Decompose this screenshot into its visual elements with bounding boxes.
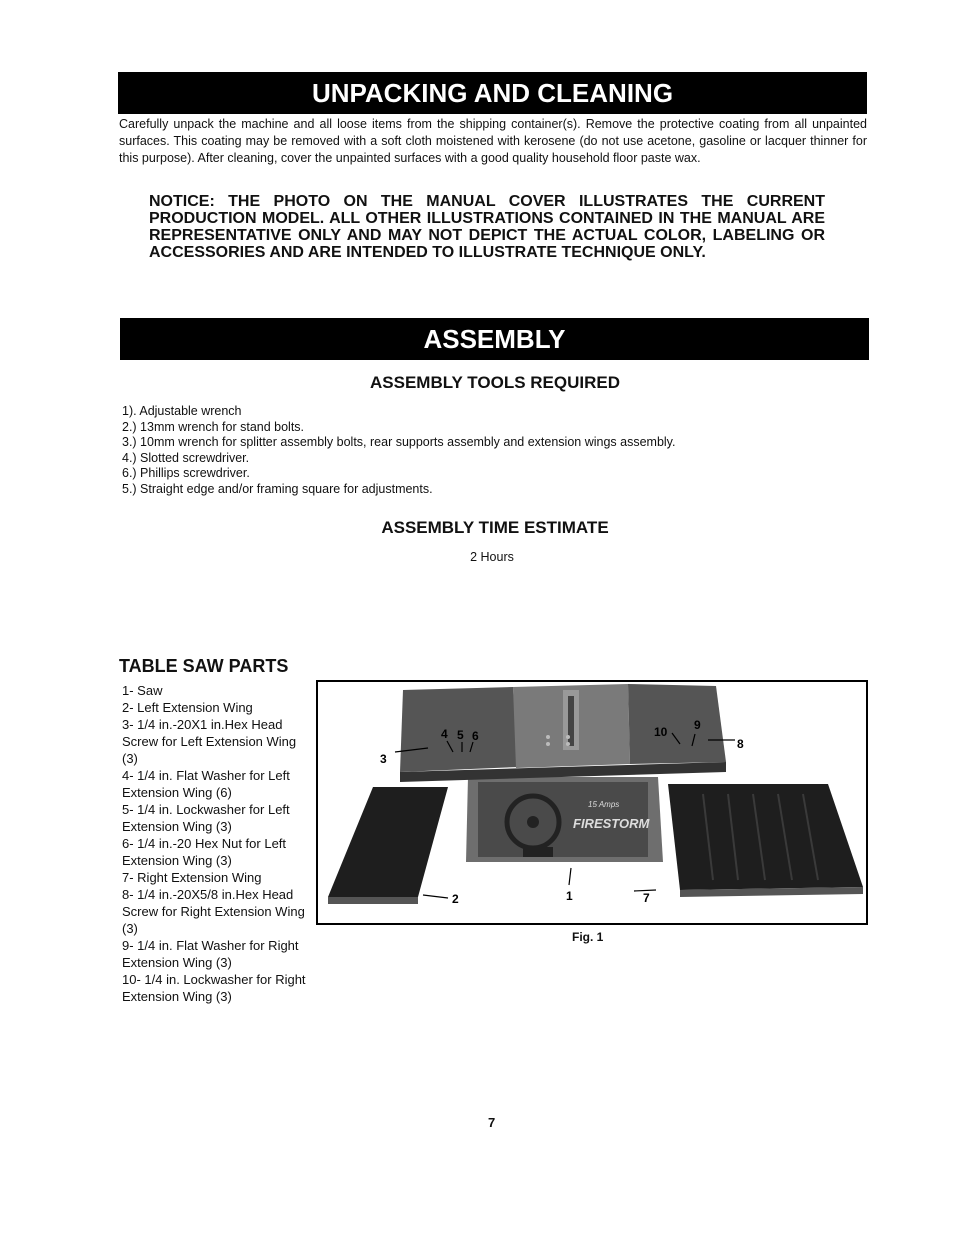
part-item: 3- 1/4 in.-20X1 in.Hex Head Screw for Left Extension Wing (3)	[122, 717, 297, 766]
table-saw-figure	[316, 680, 868, 925]
unpacking-title: UNPACKING AND CLEANING	[311, 77, 674, 108]
table-saw-illustration	[318, 682, 866, 923]
part-item: 1- Saw	[122, 683, 163, 698]
time-value: 2 Hours	[470, 550, 514, 564]
callout-10: 10	[654, 725, 668, 739]
assembly-title: ASSEMBLY	[423, 323, 566, 354]
tools-list	[122, 404, 675, 498]
left-extension-wing	[328, 787, 448, 897]
left-extension-wing-edge	[328, 897, 418, 904]
tool-item: 4.) Slotted screwdriver.	[122, 450, 250, 465]
unpacking-banner	[118, 72, 867, 114]
amps-label: 15 Amps	[588, 800, 620, 809]
tools-heading: ASSEMBLY TOOLS REQUIRED	[369, 373, 620, 392]
parts-list	[122, 682, 312, 1005]
part-item: 4- 1/4 in. Flat Washer for Left Extension Wing (6)	[122, 768, 290, 800]
parts-heading: TABLE SAW PARTS	[119, 656, 289, 676]
callout-2: 2	[452, 892, 459, 906]
tool-item: 1). Adjustable wrench	[122, 404, 242, 418]
part-item: 6- 1/4 in.-20 Hex Nut for Left Extension Wing (3)	[122, 836, 287, 868]
right-table-wing	[628, 684, 726, 764]
tool-item: 5.) Straight edge and/or framing square for adjustments.	[122, 481, 433, 496]
callout-4: 4	[441, 727, 448, 741]
part-item: 7- Right Extension Wing	[122, 870, 262, 885]
leader-1	[569, 868, 571, 885]
callout-5: 5	[457, 728, 464, 742]
part-item: 2- Left Extension Wing	[122, 700, 253, 715]
leader-2	[423, 895, 448, 898]
table-bolt	[566, 735, 570, 739]
time-heading: ASSEMBLY TIME ESTIMATE	[381, 518, 609, 537]
notice-text: NOTICE: THE PHOTO ON THE MANUAL COVER ILLUSTRATES THE CURRENT PRODUCTION MODEL. ALL OTHER ILLUSTRATIONS CONTAINED IN THE MANUAL ARE REPRESENTATIVE ONLY AND MAY NOT DEPICT THE ACTUAL COLOR, LABELING OR ACCESSORIES AND ARE INTENDED TO ILLUSTRATE TECHNIQUE ONLY.	[149, 193, 825, 261]
part-item: 8- 1/4 in.-20X5/8 in.Hex Head Screw for Right Extension Wing (3)	[122, 887, 305, 936]
callout-8: 8	[737, 737, 744, 751]
part-item: 5- 1/4 in. Lockwasher for Left Extension Wing (3)	[122, 802, 290, 834]
tool-item: 2.) 13mm wrench for stand bolts.	[122, 419, 305, 434]
page-number: 7	[488, 1115, 496, 1130]
unpacking-paragraph: Carefully unpack the machine and all loose items from the shipping container(s). Remove the protective coating from all unpainted surfaces. This coating may be removed with a soft cloth moistened with kerosene (do not use acetone, gasoline or lacquer thinner for this purpose). After cleaning, cover the unpainted surfaces with a good quality household floor paste wax.	[119, 117, 867, 165]
brand-label: FIRESTORM	[573, 816, 650, 831]
right-extension-wing	[668, 784, 863, 890]
table-bolt	[546, 742, 550, 746]
callout-3: 3	[380, 752, 387, 766]
switch-box	[523, 847, 553, 857]
part-item: 9- 1/4 in. Flat Washer for Right Extension Wing (3)	[122, 938, 299, 970]
table-bolt	[566, 742, 570, 746]
part-item: 10- 1/4 in. Lockwasher for Right Extension Wing (3)	[122, 972, 306, 1004]
tool-item: 3.) 10mm wrench for splitter assembly bolts, rear supports assembly and extension wings assembly.	[122, 435, 676, 450]
callout-9: 9	[694, 718, 701, 732]
table-bolt	[546, 735, 550, 739]
wheel-hub	[527, 816, 539, 828]
tool-item: 6.) Phillips screwdriver.	[122, 466, 250, 481]
figure-caption: Fig. 1	[572, 930, 604, 944]
assembly-banner	[120, 318, 869, 360]
callout-6: 6	[472, 729, 479, 743]
callout-1: 1	[566, 889, 573, 903]
callout-7: 7	[643, 891, 650, 905]
